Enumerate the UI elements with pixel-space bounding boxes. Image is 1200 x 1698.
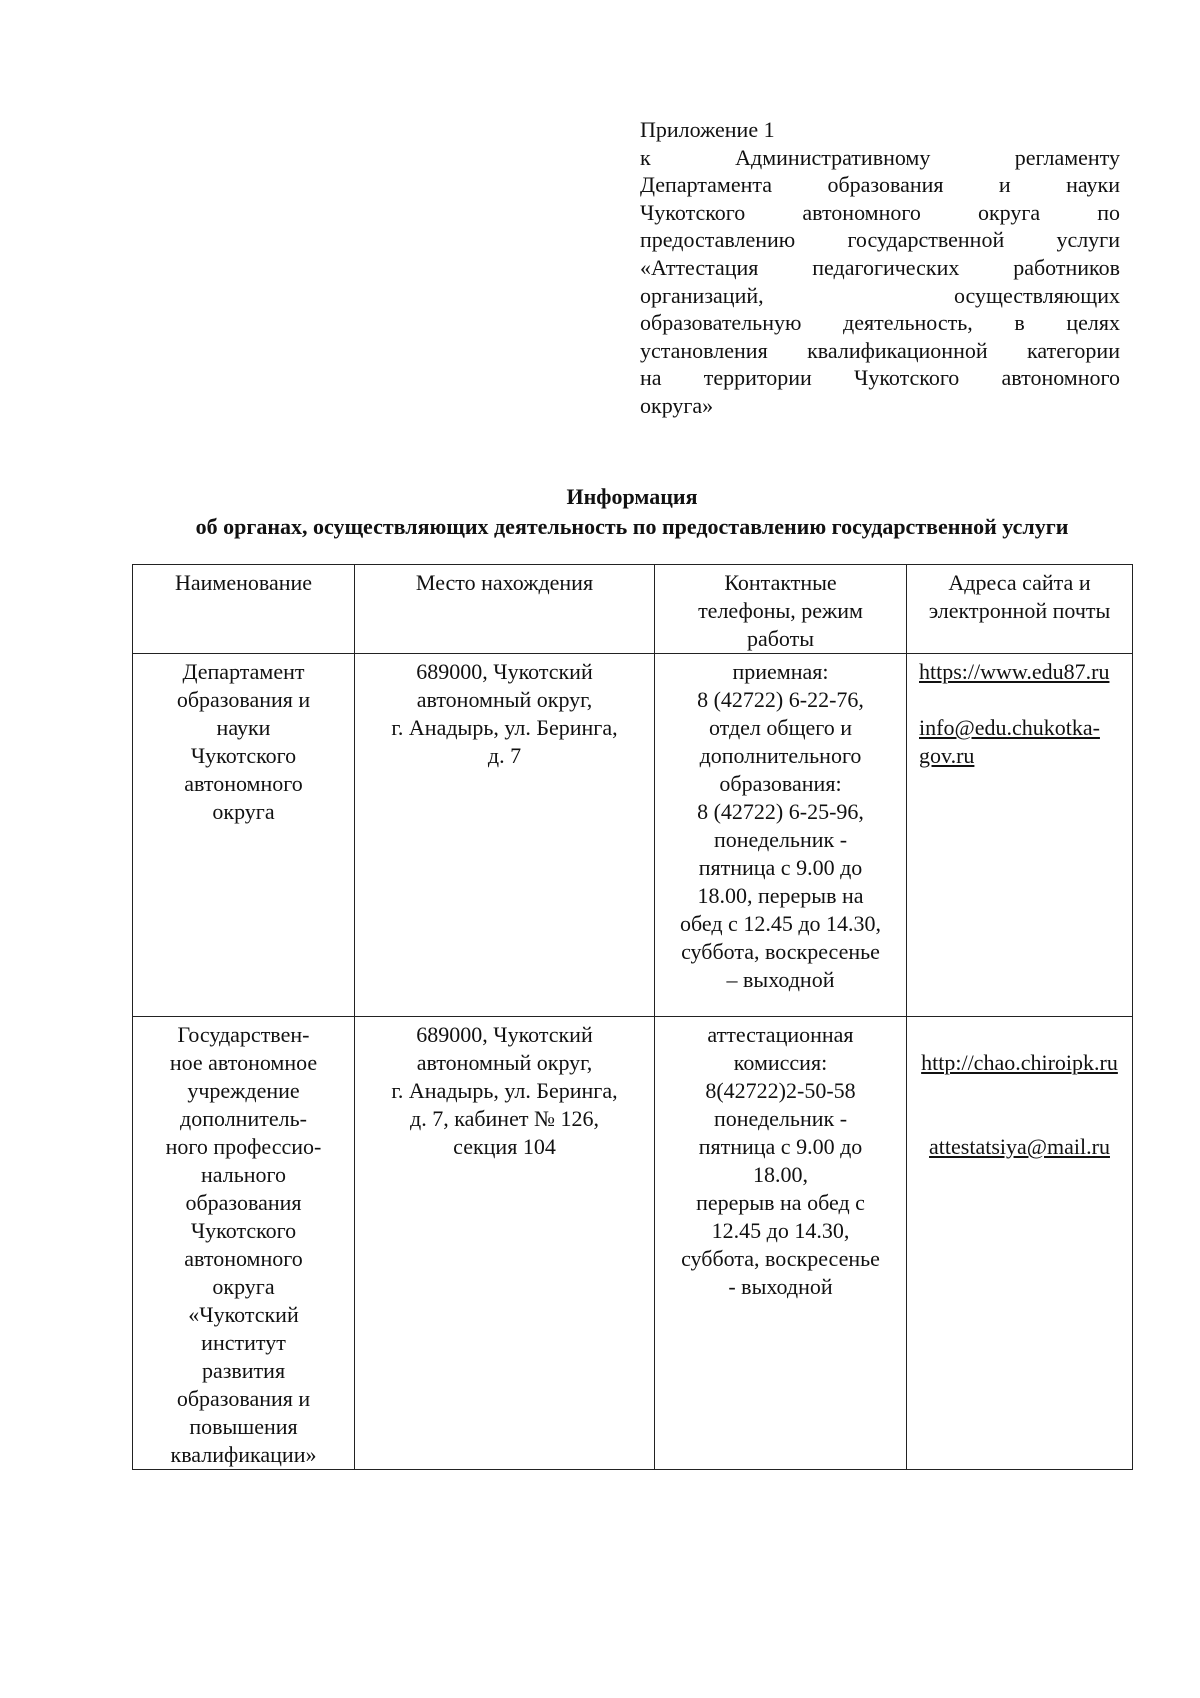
appendix-word: Департамента (640, 172, 773, 198)
cell-line: 689000, Чукотский (416, 1022, 593, 1047)
row-1-name (133, 654, 355, 1017)
appendix-word: автономного (802, 199, 921, 225)
appendix-line (640, 364, 1120, 392)
cell-line: д. 7 (487, 743, 522, 768)
appendix-word: Чукотского (854, 365, 960, 391)
cell-line: округа (212, 1274, 275, 1299)
email-line[interactable]: gov.ru (919, 743, 975, 768)
cell-line: автономный округ, (416, 1050, 593, 1075)
cell-line: учреждение (187, 1078, 300, 1103)
cell-line: комиссия: (733, 1050, 828, 1075)
appendix-word: деятельность, (843, 310, 973, 336)
cell-line: Наименование (174, 570, 313, 595)
cell-line: образования: (719, 771, 842, 796)
cell-line: автономного (184, 771, 303, 796)
cell-line: суббота, воскресенье (681, 1246, 880, 1271)
cell-line: 689000, Чукотский (416, 659, 593, 684)
organizations-table (132, 564, 1133, 1470)
appendix-last-line: округа» (640, 392, 714, 418)
appendix-lines (640, 144, 1120, 392)
document-heading (0, 482, 1200, 542)
appendix-line (640, 337, 1120, 365)
header-contacts (655, 565, 907, 654)
cell-line: аттестационная (707, 1022, 854, 1047)
appendix-line (640, 309, 1120, 337)
appendix-line (640, 254, 1120, 282)
appendix-word: науки (1066, 172, 1120, 198)
website-link[interactable]: https://www.edu87.ru (919, 659, 1110, 684)
cell-line: 12.45 до 14.30, (711, 1218, 850, 1243)
cell-line: Чукотского (190, 743, 297, 768)
appendix-word: регламенту (1014, 144, 1120, 170)
row-2-contacts (655, 1017, 907, 1470)
cell-line: дополнитель- (180, 1106, 307, 1131)
appendix-line (640, 199, 1120, 227)
cell-line: 8(42722)2-50-58 (705, 1078, 856, 1103)
email-link[interactable] (911, 1133, 1128, 1161)
appendix-word: автономного (1001, 365, 1120, 391)
cell-line: пятница с 9.00 до (698, 855, 863, 880)
row-2-name (133, 1017, 355, 1470)
cell-line: суббота, воскресенье (681, 939, 880, 964)
cell-line: д. 7, кабинет № 126, (410, 1106, 599, 1131)
cell-line: Чукотского (190, 1218, 297, 1243)
appendix-line (640, 144, 1120, 172)
email-line[interactable]: attestatsiya@mail.ru (929, 1134, 1110, 1159)
appendix-word: Административному (735, 144, 931, 170)
row-1-location (355, 654, 655, 1017)
row-1-contacts (655, 654, 907, 1017)
cell-line: Государствен- (177, 1022, 310, 1047)
cell-line: понедельник - (713, 1106, 848, 1131)
appendix-block (640, 116, 1120, 420)
cell-line: институт (201, 1330, 286, 1355)
cell-line: «Чукотский (188, 1302, 299, 1327)
cell-line: Контактные (724, 570, 837, 595)
cell-line: автономного (184, 1246, 303, 1271)
email-line[interactable]: info@edu.chukotka- (919, 715, 1100, 740)
cell-line: развития (201, 1358, 286, 1383)
appendix-word: на (640, 365, 662, 391)
heading-title: Информация (566, 484, 698, 509)
cell-line: образования и (176, 687, 311, 712)
row-2-location (355, 1017, 655, 1470)
appendix-word: по (1097, 199, 1120, 225)
cell-line: Департамент (182, 659, 305, 684)
table-row (133, 654, 1133, 1017)
appendix-word: установления (640, 337, 768, 363)
appendix-word: осуществляющих (954, 282, 1120, 308)
cell-line: работы (746, 626, 815, 651)
cell-line: науки (216, 715, 271, 740)
cell-line: округа (212, 799, 275, 824)
cell-line: г. Анадырь, ул. Беринга, (391, 1078, 618, 1103)
appendix-word: организаций, (640, 282, 764, 308)
appendix-word: работников (1013, 254, 1120, 280)
appendix-word: к (640, 144, 651, 170)
appendix-word: государственной (847, 227, 1005, 253)
cell-line: повышения (189, 1414, 298, 1439)
cell-line: квалификации» (170, 1442, 317, 1467)
cell-line: 8 (42722) 6-25-96, (697, 799, 864, 824)
cell-line: автономный округ, (416, 687, 593, 712)
cell-line: отдел общего и (708, 715, 853, 740)
cell-line: 18.00, (753, 1162, 808, 1187)
appendix-word: целях (1066, 310, 1120, 336)
appendix-line (640, 171, 1120, 199)
appendix-word: «Аттестация (640, 254, 759, 280)
cell-line: обед с 12.45 до 14.30, (679, 911, 882, 936)
row-1-web (907, 654, 1133, 1017)
appendix-word: услуги (1056, 227, 1120, 253)
cell-line: Место нахождения (415, 570, 594, 595)
website-link[interactable]: http://chao.chiroipk.ru (921, 1050, 1118, 1075)
appendix-word: предоставлению (640, 227, 796, 253)
cell-line: – выходной (726, 967, 835, 992)
cell-line: телефоны, режим (698, 598, 863, 623)
appendix-line (640, 282, 1120, 310)
appendix-word: территории (703, 365, 812, 391)
appendix-word: образовательную (640, 310, 802, 336)
cell-line: 18.00, перерыв на (697, 883, 864, 908)
cell-line: нального (201, 1162, 286, 1187)
header-location (355, 565, 655, 654)
cell-line: ного профессио- (165, 1134, 322, 1159)
cell-line: дополнительного (699, 743, 862, 768)
cell-line: перерыв на обед с (696, 1190, 865, 1215)
appendix-word: квалификационной (807, 337, 988, 363)
table-header-row (133, 565, 1133, 654)
heading-subtitle: об органах, осуществляющих деятельность по предоставлению государственной услуги (195, 514, 1069, 539)
appendix-word: в (1014, 310, 1025, 336)
appendix-word: и (998, 172, 1011, 198)
cell-line: образования (185, 1190, 302, 1215)
appendix-line (640, 226, 1120, 254)
table-row (133, 1017, 1133, 1470)
appendix-word: категории (1027, 337, 1120, 363)
appendix-word: образования (827, 172, 944, 198)
cell-line: секция 104 (453, 1134, 556, 1159)
appendix-word: Чукотского (640, 199, 746, 225)
row-2-web (907, 1017, 1133, 1470)
cell-line: приемная: (732, 659, 829, 684)
header-web (907, 565, 1133, 654)
cell-line: пятница с 9.00 до (698, 1134, 863, 1159)
cell-line: г. Анадырь, ул. Беринга, (391, 715, 618, 740)
cell-line: электронной почты (928, 598, 1111, 623)
cell-line: ное автономное (169, 1050, 318, 1075)
appendix-word: округа (977, 199, 1041, 225)
appendix-word: педагогических (812, 254, 960, 280)
cell-line: Адреса сайта и (948, 570, 1091, 595)
header-name (133, 565, 355, 654)
cell-line: 8 (42722) 6-22-76, (697, 687, 864, 712)
cell-line: образования и (176, 1386, 311, 1411)
email-link[interactable] (919, 714, 1128, 770)
cell-line: понедельник - (713, 827, 848, 852)
appendix-title: Приложение 1 (640, 117, 775, 142)
cell-line: - выходной (728, 1274, 833, 1299)
